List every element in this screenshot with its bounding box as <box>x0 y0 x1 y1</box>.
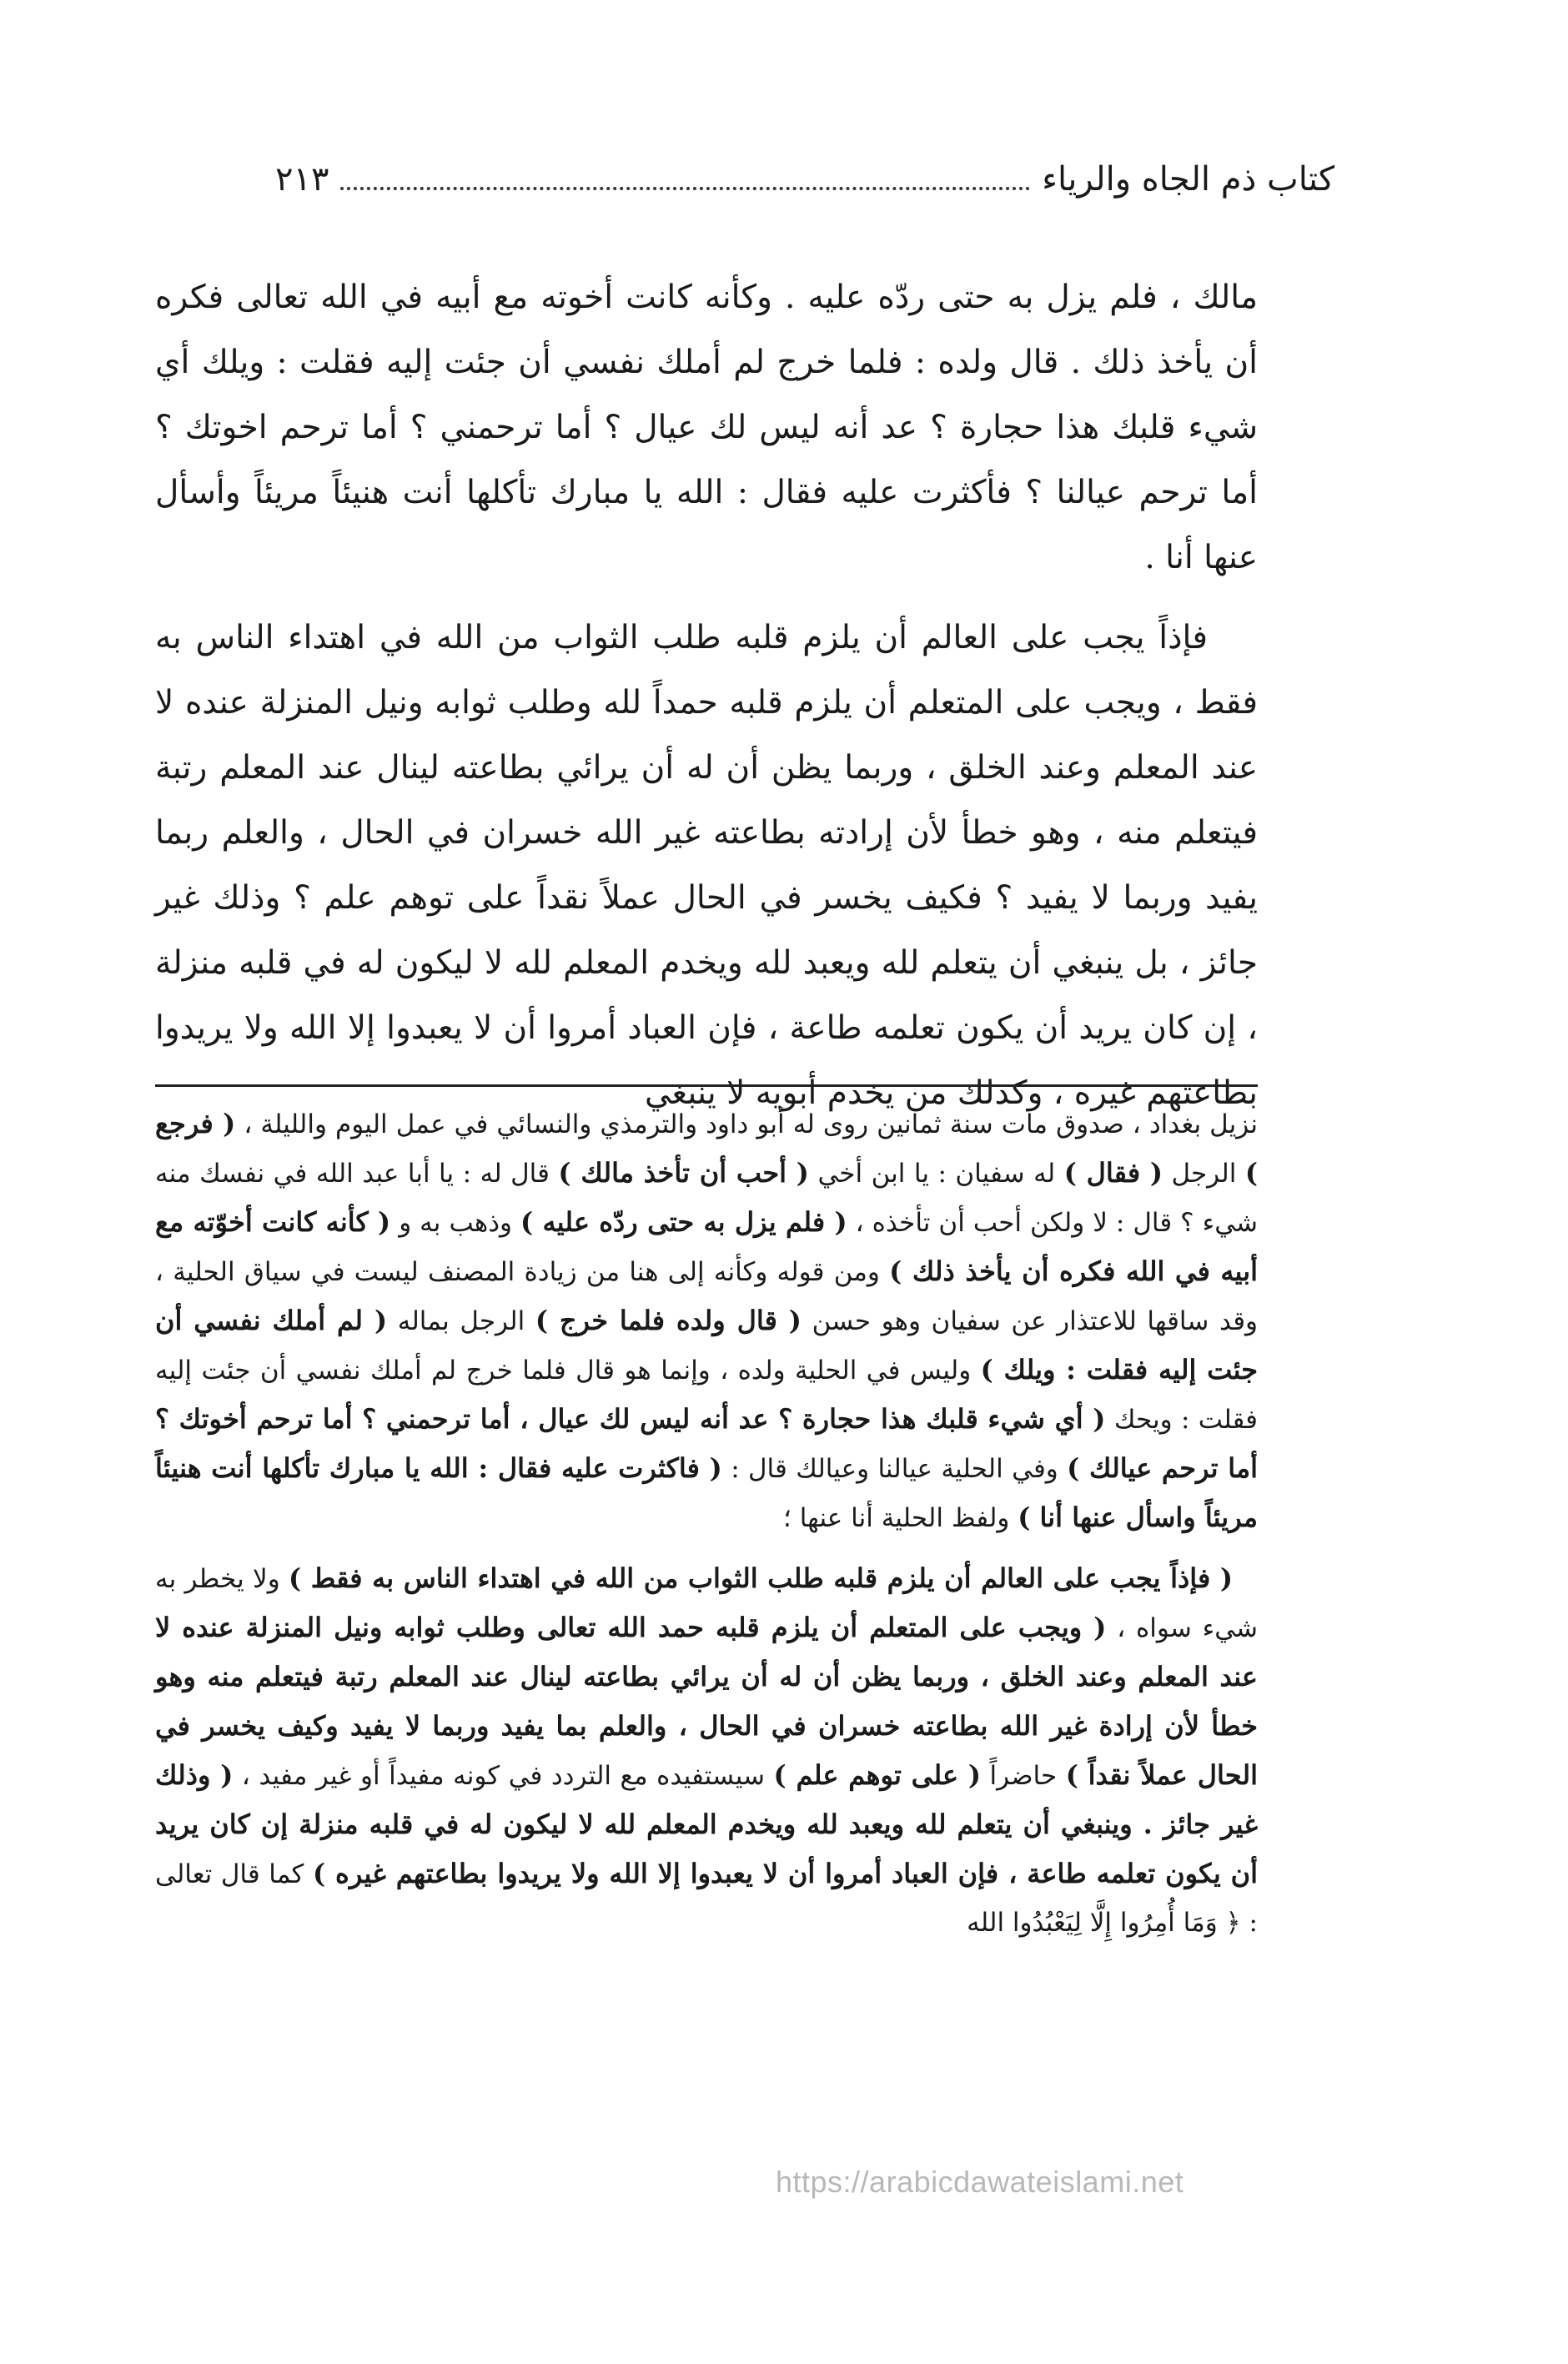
body-paragraph: مالك ، فلم يزل به حتى ردّه عليه . وكأنه كانت أخوته مع أبيه في الله تعالى فكره أن يأخذ ذلك . قال ولده : فلما خرج لم أملك نفسي أن جئت إليه فقلت : ويلك أي شيء قلبك هذا حجارة ؟ عد أنه ليس لك عيال ؟ أما ترحمني ؟ أما ترحم اخوتك ؟ أما ترحم عيالنا ؟ فأكثرت عليه فقال : الله يا مبارك تأكلها أنت هنيئاً مريئاً وأسأل عنها أنا . <box>155 279 1258 576</box>
footnote-quote: ( لم أملك نفسي أن جئت إليه فقلت : ويلك ) <box>155 1305 1259 1386</box>
footnote-quote: ( فرجع ) <box>155 1108 1258 1189</box>
footnote-text: الرجل <box>1171 1159 1237 1189</box>
footnote-separator <box>155 1084 1258 1087</box>
footnote-text: ومن قوله وكأنه إلى هنا من زيادة المصنف ليست في سياق الحلية ، وقد ساقها للاعتذار عن سفيان وهو حسن <box>155 1257 1259 1336</box>
footnote-text: وفي الحلية عيالنا وعيالك قال : <box>731 1454 1058 1484</box>
footnote-quote: ( فإذاً يجب على العالم أن يلزم قلبه طلب الثواب من الله في اهتداء الناس به فقط ) <box>288 1562 1234 1594</box>
footnote-text: سيستفيده مع التردد في كونه مفيداً أو غير مفيد ، <box>241 1761 766 1791</box>
footnote-quote: ( وذلك غير جائز . وينبغي أن يتعلم لله ويعبد لله ويخدم المعلم لله لا ليكون له في قلبه منزلة إن كان يريد أن يكون تعلمه طاعة ، فإن العباد أمروا أن لا يعبدوا إلا الله ولا يريدوا بطاعتهم غيره ) <box>155 1759 1259 1889</box>
footnote-paragraph <box>155 1099 1258 1542</box>
dotted-leader <box>340 187 1030 190</box>
quran-quote: ﴿ وَمَا أُمِرُوا إِلَّا لِيَعْبُدُوا الله <box>967 1908 1241 1938</box>
body-paragraph: فإذاً يجب على العالم أن يلزم قلبه طلب الثواب من الله في اهتداء الناس به فقط ، ويجب على المتعلم أن يلزم قلبه حمداً لله وطلب ثوابه ونيل المنزلة عنده لا عند المعلم وعند الخلق ، وربما يظن أن له أن يرائي بطاعته لينال عند المعلم رتبة فيتعلم منه ، وهو خطأ لأن إرادته بطاعته غير الله خسران في الحال ، والعلم ربما يفيد وربما لا يفيد ؟ فكيف يخسر في الحال عملاً نقداً على توهم علم ؟ وذلك غير جائز ، بل ينبغي أن يتعلم لله ويعبد لله ويخدم المعلم لله لا ليكون له في قلبه منزلة ، إن كان يريد أن يكون تعلمه طاعة ، فإن العباد أمروا أن لا يعبدوا إلا الله ولا يريدوا بطاعتهم غيره ، وكذلك من يخدم أبويه لا ينبغي <box>155 619 1258 1112</box>
watermark-url: https://arabicdawateislami.net <box>776 2165 1184 2199</box>
footnotes <box>155 1099 1258 1947</box>
footnote-text: وذهب به و <box>399 1208 513 1238</box>
footnote-text: كما قال تعالى : <box>155 1859 1258 1938</box>
footnote-quote: ( أحب أن تأخذ مالك ) <box>558 1157 809 1189</box>
footnote-quote: ( فلم يزل به حتى ردّه عليه ) <box>520 1206 847 1238</box>
footnote-text: ولا يخطر به شيء سواه ، <box>155 1564 1259 1643</box>
footnote-paragraph <box>155 1554 1258 1947</box>
footnote-quote: ( فقال ) <box>1063 1157 1163 1189</box>
main-text <box>155 265 1258 1126</box>
footnote-quote: ( على توهم علم ) <box>773 1759 981 1791</box>
footnote-text: له سفيان : يا ابن أخي <box>817 1159 1056 1189</box>
page-number: ٢١٣ <box>275 160 329 199</box>
footnote-text: قال له : يا أبا عبد الله في نفسك منه شيء ؟ قال : لا ولكن أحب أن تأخذه ، <box>155 1159 1259 1238</box>
footnote-text: ولفظ الحلية أنا عنها ؛ <box>783 1503 1010 1533</box>
footnote-text: الرجل بماله <box>397 1306 525 1336</box>
chapter-title: كتاب ذم الجاه والرياء <box>1042 160 1334 199</box>
footnote-quote: ( ويجب على المتعلم أن يلزم قلبه حمد الله تعالى وطلب ثوابه ونيل المنزلة عنده لا عند المعلم وعند الخلق ، وربما يظن أن له أن يرائي بطاعته لينال عند المعلم رتبة فيتعلم منه وهو خطأ لأن إرادة غير الله بطاعته خسران في الحال ، والعلم بما يفيد وربما لا يفيد وكيف يخسر في الحال عملاً نقداً ) <box>155 1612 1258 1791</box>
footnote-text: وليس في الحلية ولده ، وإنما هو قال فلما خرج لم أملك نفسي أن جئت إليه فقلت : ويحك <box>155 1356 1258 1435</box>
footnote-text: حاضراً <box>989 1761 1058 1791</box>
footnote-text: نزيل بغداد ، صدوق مات سنة ثمانين روى له أبو داود والترمذي والنسائي في عمل اليوم والليلة ، <box>244 1109 1259 1139</box>
footnote-quote: ( قال ولده فلما خرج ) <box>535 1305 802 1336</box>
footnote-quote: ( فاكثرت عليه فقال : الله يا مبارك تأكلها أنت هنيئاً مريئاً واسأل عنها أنا ) <box>155 1452 1258 1533</box>
footnote-quote: ( أي شيء قلبك هذا حجارة ؟ عد أنه ليس لك عيال ، أما ترحمني ؟ أما ترحم أخوتك ؟ أما ترحم عيالك ) <box>155 1403 1259 1484</box>
running-header <box>275 148 1334 199</box>
footnote-quote: ( كأنه كانت أخوّته مع أبيه في الله فكره أن يأخذ ذلك ) <box>155 1206 1259 1287</box>
